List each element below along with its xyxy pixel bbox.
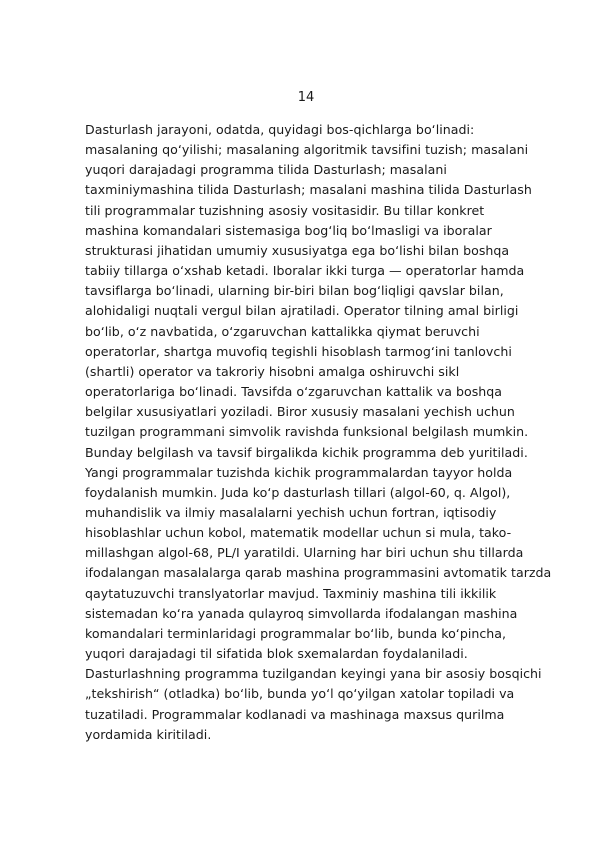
text-line: sistemadan ko‘ra yanada qulayroq simvollarda ifodalangan mashina (85, 605, 518, 621)
text-line: tuzatiladi. Programmalar kodlanadi va mashinaga maxsus qurilma (85, 706, 505, 722)
text-line: Bunday belgilash va tavsif birgalikda kichik programma deb yuritiladi. (85, 444, 528, 460)
text-line: tuzilgan programmani simvolik ravishda funksional belgilash mumkin. (85, 424, 529, 440)
body-text (85, 120, 565, 745)
text-line: tavsiflarga bo‘linadi, ularning bir-biri bilan bog‘liqligi qavslar bilan, (85, 283, 504, 299)
text-line: hisoblashlar uchun kobol, matematik modellar uchun si mula, tako- (85, 525, 512, 541)
text-line: „tekshirish“ (otladka) bo‘lib, bunda yo‘l qo‘yilgan xatolar topiladi va (85, 686, 515, 702)
text-line: bo‘lib, o‘z navbatida, o‘zgaruvchan kattalikka qiymat beruvchi (85, 323, 480, 339)
text-line: Dasturlash jarayoni, odatda, quyidagi bos-qichlarga bo‘linadi: (85, 122, 475, 137)
text-line: alohidaligi nuqtali vergul bilan ajratiladi. Operator tilning amal birligi (85, 303, 519, 319)
text-line: Yangi programmalar tuzishda kichik programmalardan tayyor holda (85, 464, 513, 480)
text-line: komandalari terminlaridagi programmalar bo‘lib, bunda ko‘pincha, (85, 625, 507, 641)
text-line: foydalanish mumkin. Juda ko‘p dasturlash tillari (algol-60, q. Algol), (85, 484, 511, 500)
text-line: masalaning qo‘yilishi; masalaning algoritmik tavsifini tuzish; masalani (85, 142, 529, 158)
text-line: yordamida kiritiladi. (85, 726, 212, 742)
text-line: tili programmalar tuzishning asosiy vositasidir. Bu tillar konkret (85, 202, 485, 218)
text-line: operatorlar, shartga muvofiq tegishli hisoblash tarmog‘ini tanlovchi (85, 343, 512, 359)
text-line: muhandislik va ilmiy masalalarni yechish uchun fortran, iqtisodiy (85, 504, 497, 520)
text-line: millashgan algol-68, PL/I yaratildi. Ularning har biri uchun shu tillarda (85, 545, 524, 561)
text-line: tabiiy tillarga o‘xshab ketadi. Iboralar ikki turga — operatorlar hamda (85, 263, 525, 279)
text-line: qaytatuzuvchi translyatorlar mavjud. Taxminiy mashina tili ikkilik (85, 585, 497, 601)
text-line: yuqori darajadagi til sifatida blok sxemalardan foydalaniladi. (85, 646, 468, 662)
text-line: ifodalangan masalalarga qarab mashina programmasini avtomatik tarzda (85, 565, 552, 581)
text-line: Dasturlashning programma tuzilgandan keyingi yana bir asosiy bosqichi (85, 666, 542, 682)
text-line: (shartli) operator va takroriy hisobni amalga oshiruvchi sikl (85, 363, 460, 379)
text-line: mashina komandalari sistemasiga bog‘liq bo‘lmasligi va iboralar (85, 222, 492, 238)
text-line: operatorlariga bo‘linadi. Tavsifda o‘zgaruvchan kattalik va boshqa (85, 384, 503, 400)
text-line: yuqori darajadagi programma tilida Dasturlash; masalani (85, 162, 447, 178)
text-line: taxminiymashina tilida Dasturlash; masalani mashina tilida Dasturlash (85, 182, 532, 198)
text-line: belgilar xususiyatlari yoziladi. Biror xususiy masalani yechish uchun (85, 404, 515, 420)
text-line: strukturasi jihatidan umumiy xususiyatga ega bo‘lishi bilan boshqa (85, 242, 510, 258)
page-number: 14 (297, 90, 315, 105)
